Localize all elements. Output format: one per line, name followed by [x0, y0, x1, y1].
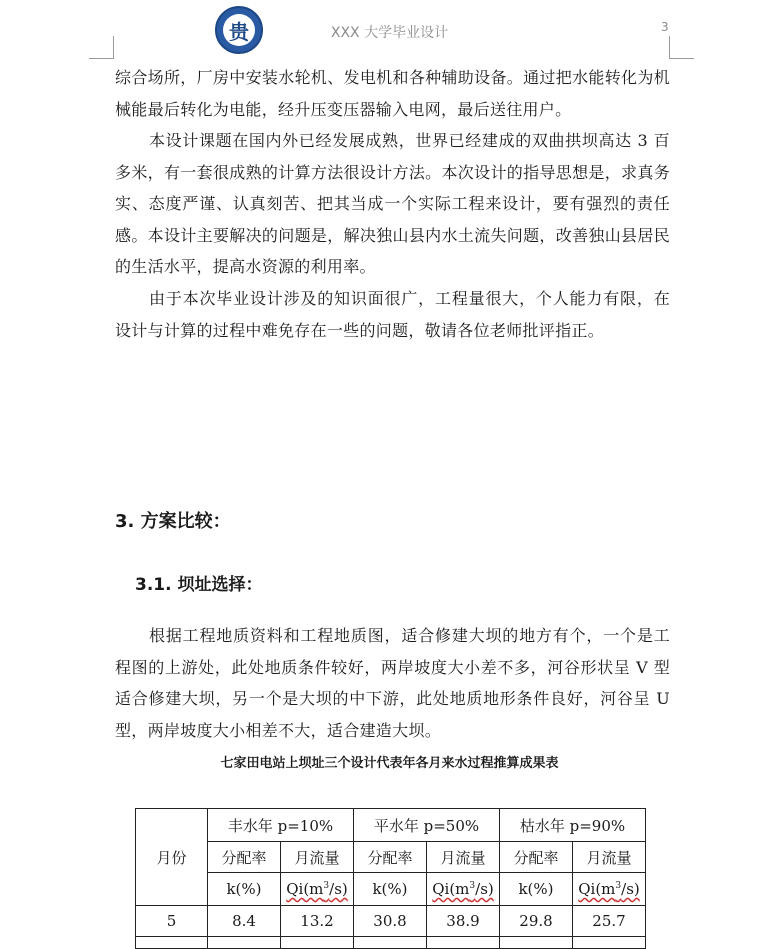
header-title: XXX 大学毕业设计: [330, 25, 449, 41]
table-cell: 30.8: [354, 906, 427, 937]
group-header-wet-year: 丰水年 p=10%: [208, 809, 354, 842]
page-number: 3: [661, 20, 669, 34]
rate-unit: k(%): [354, 873, 427, 906]
table-cell: 5: [136, 906, 208, 937]
table-caption: 七家田电站上坝址三个设计代表年各月来水过程推算成果表: [220, 756, 559, 771]
paragraph-dam-site: 根据工程地质资料和工程地质图，适合修建大坝的地方有个，一个是工程图的上游处，此处地质条件较好，两岸坡度大小差不多，河谷形状呈 V 型适合修建大坝，另一个是大坝的中下游，此处地质地形条件良好，河谷呈 U 型，两岸坡度大小相差不大，适合建造大坝。: [115, 626, 670, 740]
logo-emblem: 贵: [223, 14, 255, 46]
margin-corner-left: [89, 36, 114, 59]
table-cell: 38.9: [427, 906, 500, 937]
flow-unit: $Qi(m^3/s)$: [281, 873, 354, 906]
margin-corner-right: [669, 36, 694, 59]
table-cell: 29.8: [500, 906, 573, 937]
rate-header: 分配率: [354, 842, 427, 873]
paragraph-intro-continued: 综合场所，厂房中安装水轮机、发电机和各种辅助设备。通过把水能转化为机械能最后转化为电能，经升压变压器输入电网，最后送往用户。: [115, 68, 670, 119]
table-cell: 25.7: [573, 906, 646, 937]
flow-unit: $Qi(m^3/s)$: [573, 873, 646, 906]
paragraph-acknowledgement: 由于本次毕业设计涉及的知识面很广，工程量很大，个人能力有限，在设计与计算的过程中难免存在一些的问题，敬请各位老师批评指正。: [115, 289, 670, 340]
flow-header: 月流量: [573, 842, 646, 873]
group-header-dry-year: 枯水年 p=90%: [500, 809, 646, 842]
table-row: [136, 906, 646, 937]
paragraph-design-purpose: 本设计课题在国内外已经发展成熟，世界已经建成的双曲拱坝高达 3 百多米，有一套很成熟的计算方法很设计方法。本次设计的指导思想是，求真务实、态度严谨、认真刻苦、把其当成一个实际工程来设计，要有强烈的责任感。本设计主要解决的问题是，解决独山县内水土流失问题，改善独山县居民的生活水平，提高水资源的利用率。: [115, 131, 670, 276]
table-cell: 8.4: [208, 906, 281, 937]
section-heading: 3. 方案比较：: [115, 511, 231, 532]
rate-unit: k(%): [208, 873, 281, 906]
table-cell: 13.2: [281, 906, 354, 937]
flow-header: 月流量: [427, 842, 500, 873]
month-header: 月份: [136, 809, 208, 906]
flow-header: 月流量: [281, 842, 354, 873]
rate-header: 分配率: [208, 842, 281, 873]
group-header-normal-year: 平水年 p=50%: [354, 809, 500, 842]
rate-unit: k(%): [500, 873, 573, 906]
rate-header: 分配率: [500, 842, 573, 873]
inflow-table: [135, 808, 646, 949]
flow-unit: $Qi(m^3/s)$: [427, 873, 500, 906]
subsection-heading: 3.1. 坝址选择：: [135, 575, 263, 595]
